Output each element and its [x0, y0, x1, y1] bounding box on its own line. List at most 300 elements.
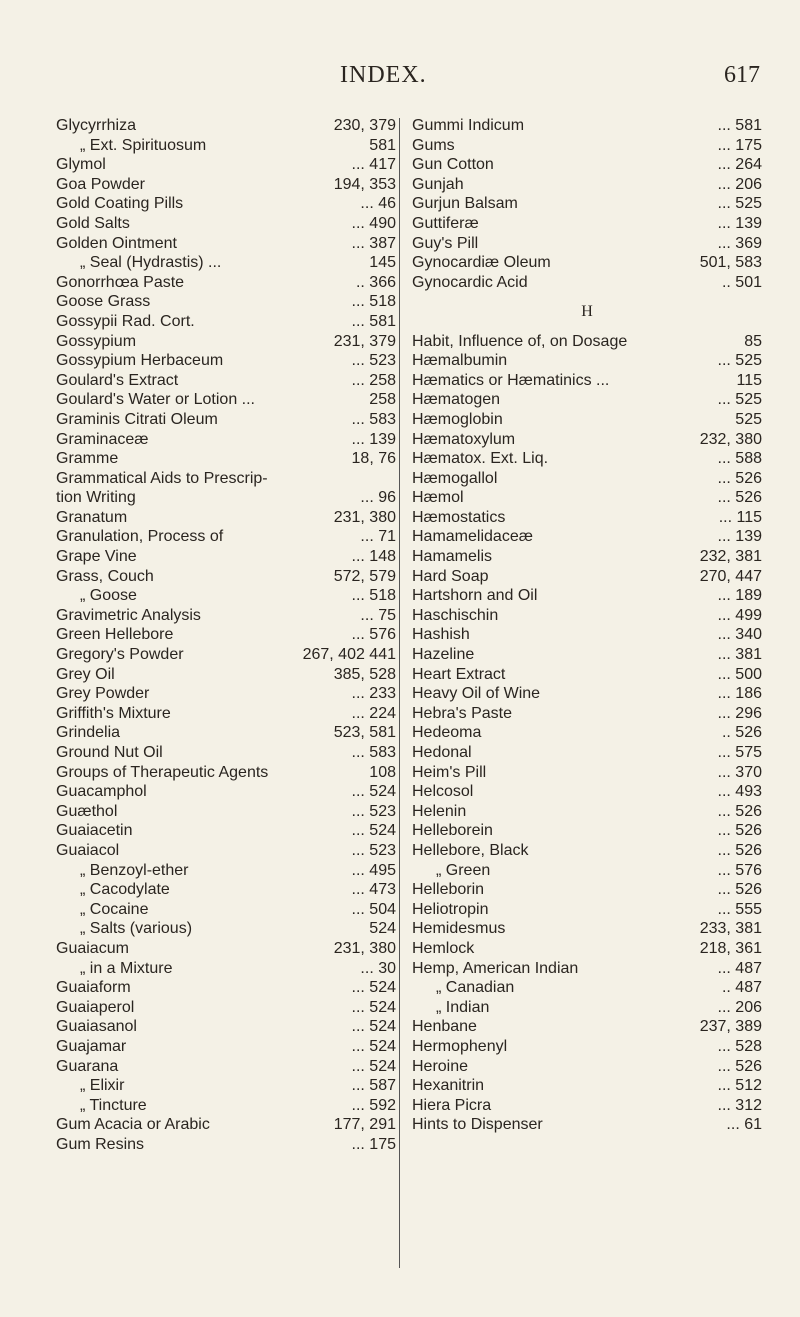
index-entry [412, 959, 762, 979]
index-pages: 218, 361 [699, 939, 762, 957]
index-term: Hæmatogen [412, 391, 501, 409]
index-entry [412, 998, 762, 1018]
index-entry [412, 978, 762, 998]
index-entry [56, 136, 396, 156]
index-term: Gun Cotton [412, 156, 494, 174]
index-entry [412, 704, 762, 724]
index-entry [56, 449, 396, 469]
index-pages: ... 417 [351, 156, 396, 174]
index-entry [412, 1037, 762, 1057]
index-entry [412, 214, 762, 234]
index-term: Gold Coating Pills [56, 195, 184, 213]
index-term: „ Cocaine [80, 900, 149, 918]
index-term: Hemidesmus [412, 920, 506, 938]
index-entry [56, 430, 396, 450]
column-divider [399, 118, 400, 1268]
index-pages: ... 523 [351, 802, 396, 820]
index-term: Hexanitrin [412, 1077, 485, 1095]
left-index-column [56, 116, 396, 1154]
index-term: Gonorrhœa Paste [56, 273, 185, 291]
index-term: Hæmatoxylum [412, 430, 516, 448]
index-term: Hard Soap [412, 567, 489, 585]
index-entry [56, 1037, 396, 1057]
index-pages: ... 588 [717, 450, 762, 468]
index-entry [56, 1135, 396, 1155]
index-entry [56, 1076, 396, 1096]
index-term: Guy's Pill [412, 234, 479, 252]
index-pages: ... 96 [360, 489, 396, 507]
index-pages: ... 264 [717, 156, 762, 174]
index-entry [412, 939, 762, 959]
index-pages: 231, 380 [333, 939, 396, 957]
index-pages: ... 61 [726, 1116, 762, 1134]
index-term: Hedonal [412, 744, 472, 761]
index-term: „ Green [436, 861, 491, 879]
index-pages: 18, 76 [351, 450, 396, 468]
index-pages: ... 524 [351, 822, 396, 840]
index-pages: 115 [736, 371, 762, 389]
index-term: Gregory's Powder [56, 646, 184, 664]
index-entry [412, 802, 762, 822]
index-term: Gum Resins [56, 1135, 145, 1153]
index-term: Heliotropin [412, 900, 489, 918]
index-term: Guaiasanol [56, 1018, 137, 1036]
index-pages: ... 524 [351, 783, 396, 801]
index-entry [412, 567, 762, 587]
index-entry [412, 861, 762, 881]
index-pages: ... 523 [351, 841, 396, 859]
index-term: Gold Salts [56, 214, 130, 232]
index-term: Gossypii Rad. Cort. [56, 312, 195, 330]
index-entry [412, 880, 762, 900]
index-entry [56, 978, 396, 998]
index-entry [412, 919, 762, 939]
index-term: Grass, Couch [56, 567, 154, 585]
index-term: Heavy Oil of Wine [412, 685, 541, 703]
right-index-column [412, 116, 762, 1135]
index-term: Guaiacum [56, 939, 129, 957]
index-pages: ... 499 [717, 606, 762, 624]
index-entry [412, 1096, 762, 1116]
index-entry [412, 194, 762, 214]
index-term: Helleborin [412, 881, 485, 899]
index-term: Hemp, American Indian [412, 959, 579, 977]
index-term: Guarana [56, 1057, 119, 1075]
index-pages: ... 526 [717, 1057, 762, 1075]
index-term: Glycyrrhiza [56, 117, 137, 134]
index-entry [56, 292, 396, 312]
index-pages: ... 525 [717, 195, 762, 213]
index-entry [56, 1115, 396, 1135]
index-pages: ... 312 [717, 1096, 762, 1114]
index-entry [56, 684, 396, 704]
index-term: Guttiferæ [412, 214, 479, 232]
index-entry [412, 900, 762, 920]
index-term: Heim's Pill [412, 763, 487, 781]
index-term: Groups of Therapeutic Agents [56, 763, 269, 781]
index-term: Heroine [412, 1057, 469, 1075]
index-term: Guajamar [56, 1037, 127, 1055]
index-term: Guaiacetin [56, 822, 133, 840]
index-pages: ... 148 [351, 548, 396, 566]
index-entry [56, 900, 396, 920]
index-term: Hebra's Paste [412, 704, 512, 722]
index-pages: ... 526 [717, 469, 762, 487]
index-pages: ... 500 [717, 665, 762, 683]
index-entry [412, 1017, 762, 1037]
index-pages: ... 75 [360, 606, 396, 624]
index-entry [56, 821, 396, 841]
index-term: Gum Acacia or Arabic [56, 1116, 210, 1134]
index-term: Hemlock [412, 939, 475, 957]
index-pages: ... 526 [717, 802, 762, 820]
index-term: Haschischin [412, 606, 499, 624]
index-entry [56, 802, 396, 822]
index-entry [412, 351, 762, 371]
index-term: „ Goose [80, 587, 137, 605]
index-pages: 233, 381 [699, 920, 762, 938]
index-entry [412, 723, 762, 743]
index-pages: ... 493 [717, 783, 762, 801]
index-term: Graminis Citrati Oleum [56, 410, 218, 428]
index-pages: 581 [369, 136, 396, 154]
index-pages: ... 576 [717, 861, 762, 879]
index-pages: ... 524 [351, 1037, 396, 1055]
index-entry [412, 371, 762, 391]
index-pages: ... 495 [351, 861, 396, 879]
index-pages: 267, 402 441 [302, 646, 396, 664]
index-term: Hæmostatics [412, 508, 506, 526]
index-pages: ... 139 [351, 430, 396, 448]
index-entry [56, 332, 396, 352]
index-pages: 524 [369, 920, 396, 938]
index-pages: ... 387 [351, 234, 396, 252]
index-entry [412, 469, 762, 489]
index-pages: ... 381 [717, 646, 762, 664]
index-entry [56, 704, 396, 724]
index-entry [56, 410, 396, 430]
index-entry [56, 625, 396, 645]
index-pages: ... 296 [717, 704, 762, 722]
index-term: Green Hellebore [56, 626, 174, 644]
index-entry [56, 665, 396, 685]
index-pages: ... 370 [717, 763, 762, 781]
index-entry [56, 723, 396, 743]
index-entry [56, 214, 396, 234]
section-letter-h: H [581, 303, 593, 321]
index-term: Gunjah [412, 175, 464, 193]
index-pages: ... 581 [717, 117, 762, 134]
index-term: Guaiaform [56, 979, 131, 997]
index-pages: ... 369 [717, 234, 762, 252]
index-pages: .. 487 [721, 979, 762, 997]
index-entry [412, 763, 762, 783]
index-entry [412, 743, 762, 763]
index-term: „ Seal (Hydrastis) ... [80, 254, 222, 272]
index-entry [412, 684, 762, 704]
index-pages: 194, 353 [333, 175, 396, 193]
index-pages: 270, 447 [699, 567, 762, 585]
index-term: Hints to Dispenser [412, 1116, 543, 1134]
index-entry [56, 606, 396, 626]
index-pages: ... 524 [351, 1018, 396, 1036]
index-pages: ... 30 [360, 959, 396, 977]
index-entry [412, 782, 762, 802]
index-entry [412, 508, 762, 528]
index-pages: ... 587 [351, 1077, 396, 1095]
index-term: Gossypium Herbaceum [56, 352, 224, 370]
index-entry [412, 155, 762, 175]
index-term: Granulation, Process of [56, 528, 224, 546]
index-pages: ... 186 [717, 685, 762, 703]
index-term: Gynocardic Acid [412, 273, 528, 291]
index-entry [412, 645, 762, 665]
index-entry [412, 430, 762, 450]
index-term: Golden Ointment [56, 234, 177, 252]
index-entry [56, 508, 396, 528]
index-term: Habit, Influence of, on Dosage [412, 332, 628, 350]
index-pages: ... 512 [717, 1077, 762, 1095]
index-pages: 237, 389 [699, 1018, 762, 1036]
index-pages: ... 487 [717, 959, 762, 977]
index-term: Goulard's Water or Lotion ... [56, 391, 255, 409]
index-entry [56, 998, 396, 1018]
index-term: Grape Vine [56, 548, 137, 566]
index-pages: ... 526 [717, 881, 762, 899]
index-entry [412, 1076, 762, 1096]
index-pages: 232, 381 [699, 548, 762, 566]
index-pages: ... 504 [351, 900, 396, 918]
index-pages: ... 523 [351, 352, 396, 370]
index-entry [412, 410, 762, 430]
index-pages: 177, 291 [333, 1116, 396, 1134]
index-entry [412, 586, 762, 606]
index-term: „ Elixir [80, 1077, 125, 1095]
index-entry [412, 390, 762, 410]
index-term: Grindelia [56, 724, 121, 742]
index-pages: ... 224 [351, 704, 396, 722]
index-term: „ Cacodylate [80, 881, 170, 899]
index-term: „ Indian [436, 998, 490, 1016]
index-term: Hæmoglobin [412, 410, 503, 428]
index-pages: 231, 379 [333, 332, 396, 350]
index-pages: ... 583 [351, 744, 396, 761]
index-pages: 523, 581 [333, 724, 396, 742]
page-header [0, 62, 800, 92]
index-entry [412, 116, 762, 136]
index-entry [56, 861, 396, 881]
index-pages: 501, 583 [699, 254, 762, 272]
index-entry [412, 449, 762, 469]
index-term: Ground Nut Oil [56, 744, 163, 761]
index-pages: ... 524 [351, 979, 396, 997]
index-term: Hermophenyl [412, 1037, 508, 1055]
index-pages: ... 175 [351, 1135, 396, 1153]
index-entry [56, 488, 396, 508]
index-pages: ... 524 [351, 1057, 396, 1075]
index-term: Hedeoma [412, 724, 482, 742]
index-term: Hæmol [412, 489, 464, 507]
index-entry [56, 194, 396, 214]
index-entry [56, 234, 396, 254]
page-title: INDEX. [340, 62, 427, 88]
index-entry [56, 919, 396, 939]
index-term: Gramme [56, 450, 119, 468]
index-term: Graminaceæ [56, 430, 149, 448]
index-entry [56, 841, 396, 861]
index-entry [412, 625, 762, 645]
index-term: „ Canadian [436, 979, 515, 997]
index-entry [56, 1096, 396, 1116]
index-term: Hazeline [412, 646, 475, 664]
index-entry [56, 253, 396, 273]
index-term: „ Tincture [80, 1096, 147, 1114]
index-entry [56, 567, 396, 587]
index-pages: ... 525 [717, 391, 762, 409]
index-term: Hæmatox. Ext. Liq. [412, 450, 549, 468]
index-entry [56, 312, 396, 332]
index-entry [412, 1057, 762, 1077]
index-term: Gummi Indicum [412, 117, 525, 134]
index-entry [56, 1017, 396, 1037]
index-term: Guaiacol [56, 841, 120, 859]
index-term: Hæmalbumin [412, 352, 508, 370]
index-pages: ... 189 [717, 587, 762, 605]
index-pages [390, 469, 396, 489]
index-term: Gravimetric Analysis [56, 606, 201, 624]
index-term: Gossypium [56, 332, 137, 350]
index-entry [412, 665, 762, 685]
index-pages: ... 258 [351, 371, 396, 389]
index-pages: ... 576 [351, 626, 396, 644]
index-term: Hæmatics or Hæmatinics ... [412, 371, 610, 389]
index-entry [412, 273, 762, 293]
index-entry [412, 234, 762, 254]
index-pages: 108 [369, 763, 396, 781]
index-pages: ... 139 [717, 528, 762, 546]
index-term: Hashish [412, 626, 470, 644]
index-pages: 572, 579 [333, 567, 396, 585]
index-entry [56, 1057, 396, 1077]
index-term: Helenin [412, 802, 467, 820]
index-term: Gynocardiæ Oleum [412, 254, 551, 272]
index-pages: ... 175 [717, 136, 762, 154]
index-pages: ... 581 [351, 312, 396, 330]
index-pages: 525 [735, 410, 762, 428]
index-term: Helcosol [412, 783, 474, 801]
index-pages: ... 525 [717, 352, 762, 370]
index-pages: .. 366 [355, 273, 396, 291]
index-entry [412, 136, 762, 156]
index-pages: ... 555 [717, 900, 762, 918]
index-term: Helleborein [412, 822, 493, 840]
index-pages: .. 526 [721, 724, 762, 742]
index-pages: .. 501 [721, 273, 762, 291]
index-entry [412, 253, 762, 273]
index-pages: ... 490 [351, 214, 396, 232]
index-entry [412, 547, 762, 567]
index-entry [56, 939, 396, 959]
index-entry [56, 880, 396, 900]
index-entry [412, 841, 762, 861]
index-term: Guæthol [56, 802, 118, 820]
index-pages: ... 592 [351, 1096, 396, 1114]
index-term: Goose Grass [56, 293, 151, 311]
index-entry [56, 351, 396, 371]
index-entry [56, 390, 396, 410]
index-pages: ... 528 [717, 1037, 762, 1055]
index-entry [56, 645, 396, 665]
index-term: Hiera Picra [412, 1096, 492, 1114]
index-term: Hamamelidaceæ [412, 528, 533, 546]
index-entry [412, 606, 762, 626]
index-pages: ... 46 [360, 195, 396, 213]
index-pages: 232, 380 [699, 430, 762, 448]
index-pages: ... 340 [717, 626, 762, 644]
index-entry [56, 547, 396, 567]
index-entry [56, 469, 396, 489]
index-entry [412, 488, 762, 508]
index-entry [56, 175, 396, 195]
index-pages: ... 526 [717, 841, 762, 859]
index-term: „ Benzoyl-ether [80, 861, 189, 879]
index-term: Glymol [56, 156, 106, 174]
index-entry [412, 1115, 762, 1135]
index-pages: 258 [369, 391, 396, 409]
index-pages: ... 526 [717, 489, 762, 507]
index-pages: ... 233 [351, 685, 396, 703]
index-entry [56, 527, 396, 547]
index-term: Griffith's Mixture [56, 704, 171, 722]
index-entry [56, 155, 396, 175]
index-term: Goa Powder [56, 175, 145, 193]
page-number: 617 [724, 62, 760, 88]
index-term: Gums [412, 136, 455, 154]
index-term: Granatum [56, 508, 128, 526]
index-pages: ... 524 [351, 998, 396, 1016]
index-pages: ... 206 [717, 175, 762, 193]
index-entry [56, 273, 396, 293]
index-entry [412, 175, 762, 195]
index-pages: ... 583 [351, 410, 396, 428]
index-term: Henbane [412, 1018, 477, 1036]
index-pages: ... 206 [717, 998, 762, 1016]
index-entry [56, 586, 396, 606]
index-term: „ Salts (various) [80, 920, 193, 938]
index-entry [56, 371, 396, 391]
index-entry [412, 332, 762, 352]
index-term: Grammatical Aids to Prescrip- [56, 469, 268, 487]
index-pages: 85 [744, 332, 762, 350]
index-term: Guaiaperol [56, 998, 135, 1016]
index-pages: ... 139 [717, 214, 762, 232]
index-pages: ... 575 [717, 744, 762, 761]
index-pages: ... 518 [351, 587, 396, 605]
index-term: Hartshorn and Oil [412, 587, 538, 605]
index-term: Hellebore, Black [412, 841, 529, 859]
index-term: Gurjun Balsam [412, 195, 518, 213]
index-entry [56, 743, 396, 763]
index-term: Grey Powder [56, 685, 150, 703]
index-entry [56, 763, 396, 783]
index-entry [412, 527, 762, 547]
index-pages: ... 115 [718, 508, 762, 526]
index-term: Hæmogallol [412, 469, 498, 487]
index-entry [56, 959, 396, 979]
index-entry [56, 116, 396, 136]
index-pages: 231, 380 [333, 508, 396, 526]
index-pages: 230, 379 [333, 117, 396, 134]
